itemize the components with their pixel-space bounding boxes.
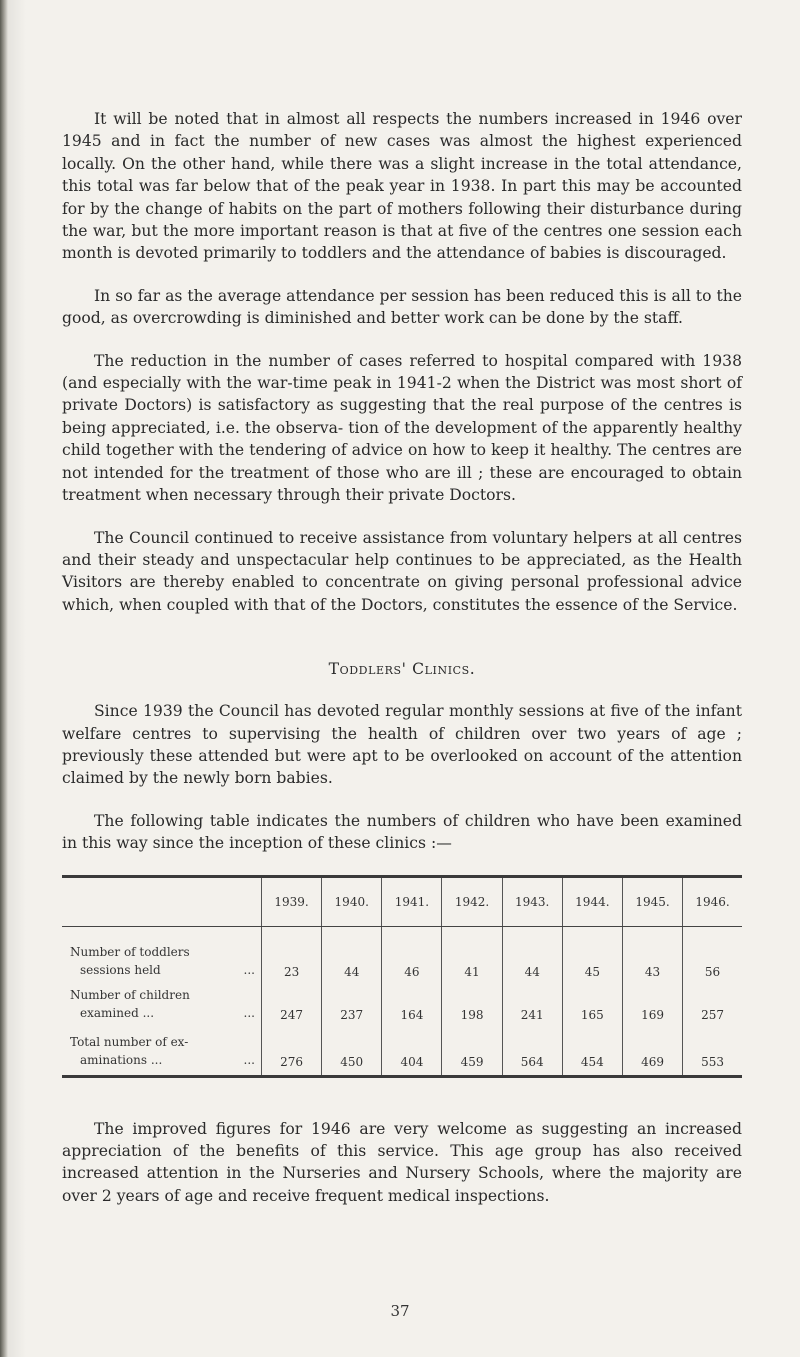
row-label-line1: Total number of ex- <box>70 1034 189 1049</box>
year-header: 1942. <box>442 876 502 926</box>
page-content <box>62 108 742 1227</box>
year-header: 1944. <box>562 876 622 926</box>
table-row <box>62 926 742 982</box>
year-header: 1945. <box>622 876 682 926</box>
table-row <box>62 982 742 1025</box>
paragraph-1: It will be noted that in almost all respects the numbers increased in 1946 over 1945 and in fact the number of new cases was almost the highest experienced locally. On the other hand, while there was a slight increase in the total attendance, this total was far below that of the peak year in 1938. In part this may be accounted for by the change of habits on the part of mothers following their disturbance during the war, but the more important reason is that at five of the centres one session each month is devoted primarily to toddlers and the attendance of babies is discouraged. <box>62 110 742 263</box>
year-header: 1946. <box>683 876 742 926</box>
table-cell: 43 <box>622 926 682 982</box>
table-cell: 241 <box>502 982 562 1025</box>
row-label-line1: Number of toddlers <box>70 944 190 959</box>
table-cell: 165 <box>562 982 622 1025</box>
table-cell: 454 <box>562 1025 622 1077</box>
row-label <box>62 926 262 982</box>
table-cell: 564 <box>502 1025 562 1077</box>
row-label-dots: ... <box>243 1005 255 1020</box>
row-label <box>62 1025 262 1077</box>
paragraph-3: The reduction in the number of cases referred to hospital compared with 1938 (and especially with the war-time peak in 1941-2 when the District was most short of private Doctors) is satisfactory as suggesting that the real purpose of the centres is being appreciated, i.e. the observa- tion of the development of the apparently healthy child together with the tendering of advice on how to keep it healthy. The centres are not intended for the treatment of those who are ill ; these are encouraged to obtain treatment when necessary through their private Doctors. <box>62 351 742 505</box>
row-label-line2: sessions held <box>80 962 161 977</box>
table-cell: 247 <box>262 982 322 1025</box>
table-header-row <box>62 876 742 926</box>
table-cell: 276 <box>262 1025 322 1077</box>
paragraph-4: The Council continued to receive assistance from voluntary helpers at all centres and their steady and unspectacular help continues to be appreciated, as the Health Visitors are thereby enabled to concentrate on giving personal professional advice which, when coupled with that of the Doctors, constitutes the essence of the Service. <box>62 528 742 614</box>
scan-shadow <box>8 0 26 1357</box>
row-label-dots: ... <box>243 1052 255 1067</box>
section-heading: Toddlers' Clinics. <box>328 660 476 679</box>
scan-edge <box>0 0 8 1357</box>
row-label-line2: aminations ... <box>80 1052 163 1067</box>
table-cell: 459 <box>442 1025 502 1077</box>
row-label-dots: ... <box>243 962 255 977</box>
page-number: 37 <box>390 1302 410 1320</box>
table-cell: 257 <box>683 982 742 1025</box>
table-cell: 44 <box>502 926 562 982</box>
paragraph-6: The following table indicates the numbers of children who have been examined in this way since the inception of these clinics :— <box>62 811 742 853</box>
table-cell: 41 <box>442 926 502 982</box>
table-cell: 46 <box>382 926 442 982</box>
table-cell: 56 <box>683 926 742 982</box>
row-label-line2: examined ... <box>80 1005 155 1020</box>
year-header: 1941. <box>382 876 442 926</box>
year-header: 1939. <box>262 876 322 926</box>
year-header: 1940. <box>322 876 382 926</box>
table-row <box>62 1025 742 1077</box>
row-label <box>62 982 262 1025</box>
closing-paragraph: The improved figures for 1946 are very welcome as suggesting an increased appreciation of the benefits of this service. This age group has also received increased attention in the Nurseries and Nursery Schools, where the majority are over 2 years of age and receive frequent medical inspections. <box>62 1119 742 1205</box>
table-cell: 404 <box>382 1025 442 1077</box>
table-cell: 237 <box>322 982 382 1025</box>
row-label-line1: Number of children <box>70 987 190 1002</box>
table-cell: 164 <box>382 982 442 1025</box>
table-header-blank <box>62 876 262 926</box>
table-cell: 23 <box>262 926 322 982</box>
table-cell: 198 <box>442 982 502 1025</box>
paragraph-5: Since 1939 the Council has devoted regular monthly sessions at five of the infant welfare centres to supervising the health of children over two years of age ; previously these attended but were apt to be overlooked on account of the attention claimed by the newly born babies. <box>62 702 742 788</box>
table-cell: 553 <box>683 1025 742 1077</box>
year-header: 1943. <box>502 876 562 926</box>
toddlers-clinics-table <box>62 875 742 1078</box>
table-cell: 169 <box>622 982 682 1025</box>
table-cell: 450 <box>322 1025 382 1077</box>
paragraph-2: In so far as the average attendance per session has been reduced this is all to the good, as overcrowding is diminished and better work can be done by the staff. <box>62 286 742 328</box>
table-cell: 44 <box>322 926 382 982</box>
table-cell: 45 <box>562 926 622 982</box>
table-cell: 469 <box>622 1025 682 1077</box>
